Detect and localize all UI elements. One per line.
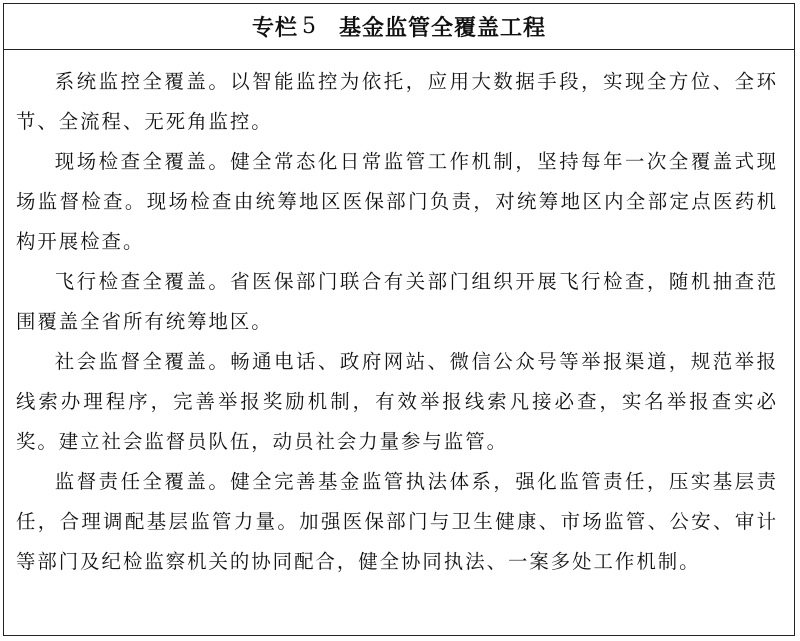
column-header [4,4,794,50]
paragraph-supervision-responsibility: 监督责任全覆盖。健全完善基金监管执法体系，强化监管责任，压实基层责任，合理调配基层监管力量。加强医保部门与卫生健康、市场监管、公安、审计等部门及纪检监察机关的协同配合，健全协同执法、一案多处工作机制。 [16,470,778,573]
column-label: 专栏 [251,16,298,41]
paragraph-system-monitoring: 系统监控全覆盖。以智能监控为依托，应用大数据手段，实现全方位、全环节、全流程、无死角监控。 [16,70,778,133]
column-number: 5 [302,14,317,39]
column-title: 基金监管全覆盖工程 [339,16,547,41]
paragraph-onsite-inspection: 现场检查全覆盖。健全常态化日常监管工作机制，坚持每年一次全覆盖式现场监督检查。现场检查由统筹地区医保部门负责，对统筹地区内全部定点医药机构开展检查。 [16,150,778,253]
paragraph-flight-inspection: 飞行检查全覆盖。省医保部门联合有关部门组织开展飞行检查，随机抽查范围覆盖全省所有统筹地区。 [16,270,778,333]
column-box [3,3,795,636]
column-body [4,50,794,582]
paragraph-social-supervision: 社会监督全覆盖。畅通电话、政府网站、微信公众号等举报渠道，规范举报线索办理程序，完善举报奖励机制，有效举报线索凡接必查，实名举报查实必奖。建立社会监督员队伍，动员社会力量参与监管。 [16,350,778,453]
